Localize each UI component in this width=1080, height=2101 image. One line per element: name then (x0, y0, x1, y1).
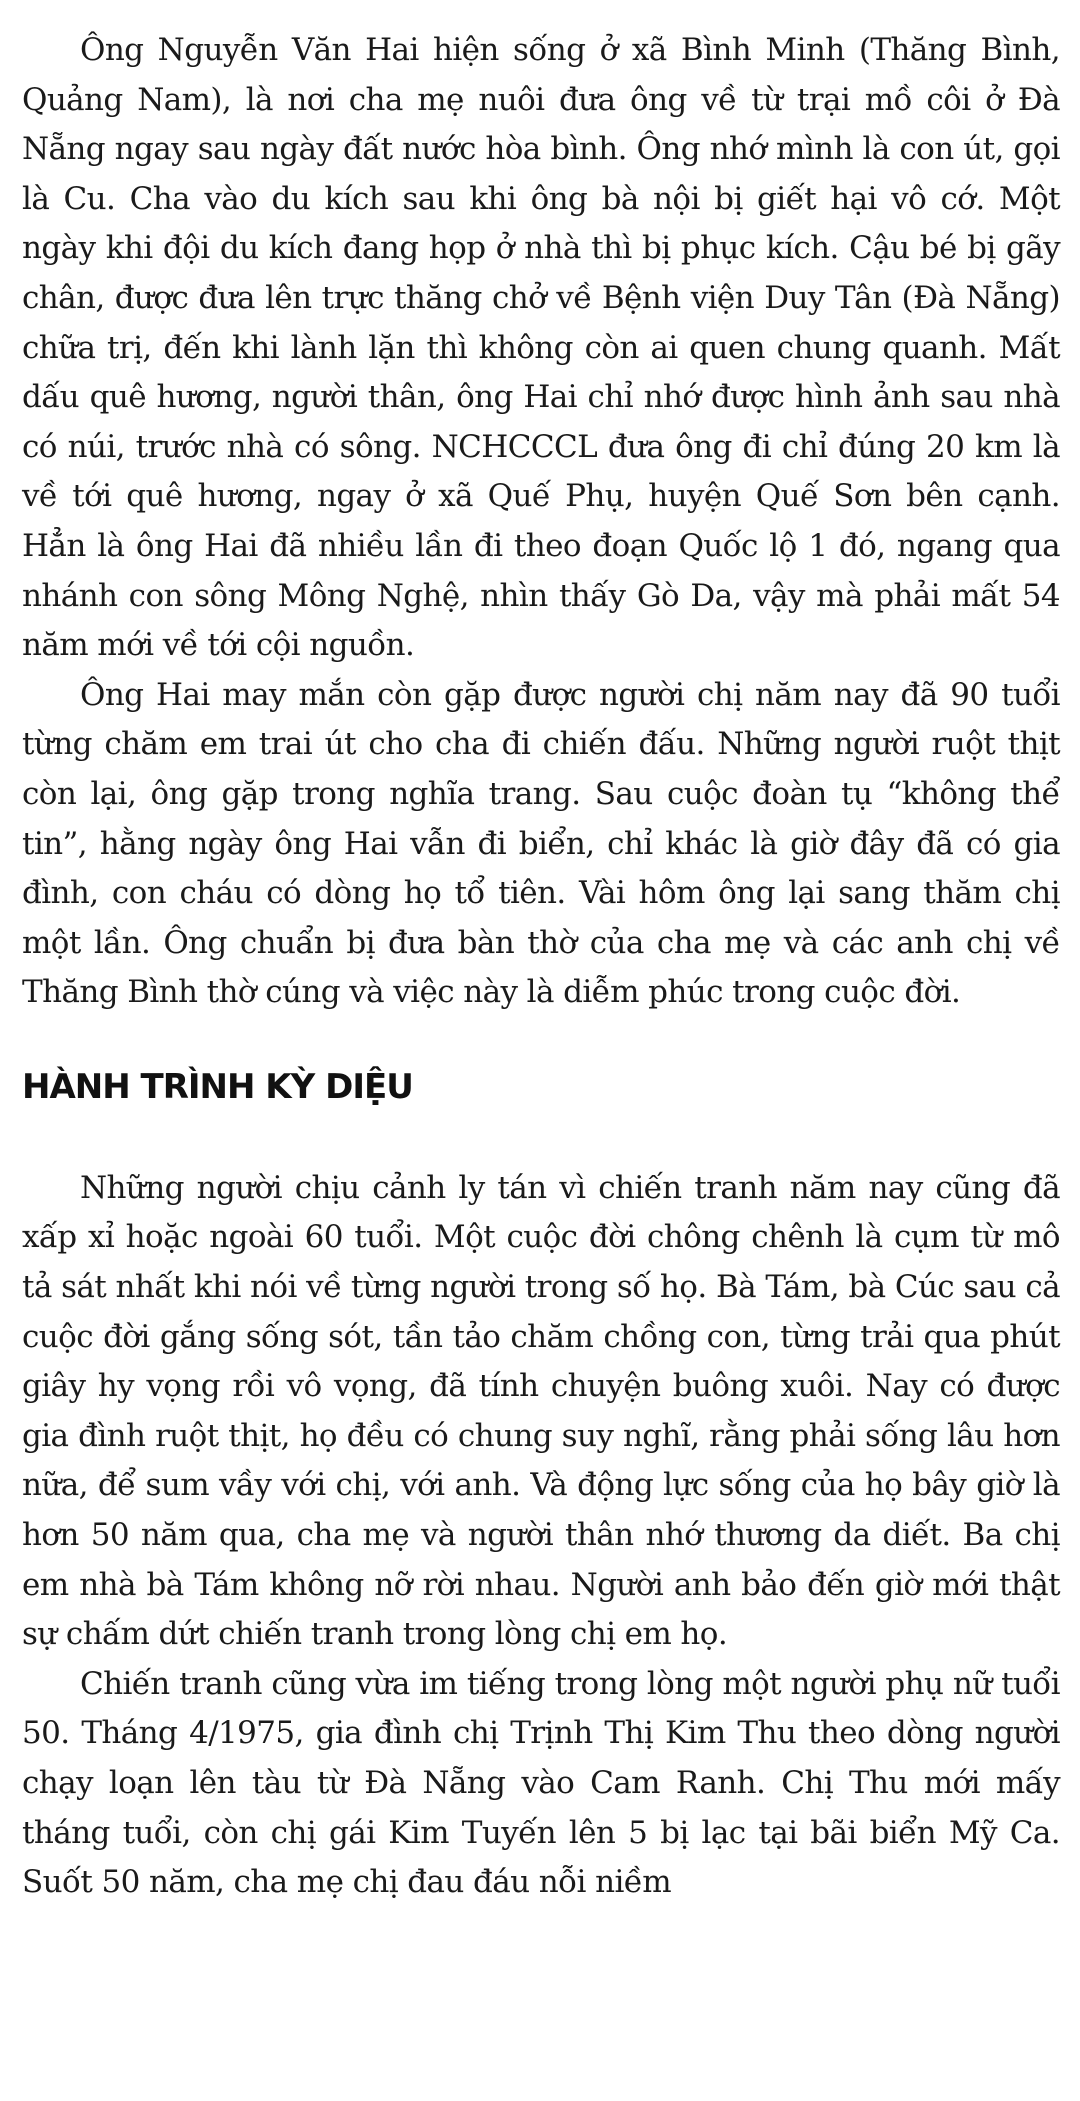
article-paragraph: Ông Hai may mắn còn gặp được người chị năm nay đã 90 tuổi từng chăm em trai út cho cha đi chiến đấu. Những người ruột thịt còn lại, ông gặp trong nghĩa trang. Sau cuộc đoàn tụ “không thể tin”, hằng ngày ông Hai vẫn đi biển, chỉ khác là giờ đây đã có gia đình, con cháu có dòng họ tổ tiên. Vài hôm ông lại sang thăm chị một lần. Ông chuẩn bị đưa bàn thờ của cha mẹ và các anh chị về Thăng Bình thờ cúng và việc này là diễm phúc trong cuộc đời. (22, 676, 1060, 1011)
article-paragraph: Chiến tranh cũng vừa im tiếng trong lòng một người phụ nữ tuổi 50. Tháng 4/1975, gia đình chị Trịnh Thị Kim Thu theo dòng người chạy loạn lên tàu từ Đà Nẵng vào Cam Ranh. Chị Thu mới mấy tháng tuổi, còn chị gái Kim Tuyến lên 5 bị lạc tại bãi biển Mỹ Ca. Suốt 50 năm, cha mẹ chị đau đáu nỗi niềm (22, 1665, 1060, 1901)
article-paragraph: Ông Nguyễn Văn Hai hiện sống ở xã Bình Minh (Thăng Bình, Quảng Nam), là nơi cha mẹ nuôi đưa ông về từ trại mồ côi ở Đà Nẵng ngay sau ngày đất nước hòa bình. Ông nhớ mình là con út, gọi là Cu. Cha vào du kích sau khi ông bà nội bị giết hại vô cớ. Một ngày khi đội du kích đang họp ở nhà thì bị phục kích. Cậu bé bị gãy chân, được đưa lên trực thăng chở về Bệnh viện Duy Tân (Đà Nẵng) chữa trị, đến khi lành lặn thì không còn ai quen chung quanh. Mất dấu quê hương, người thân, ông Hai chỉ nhớ được hình ảnh sau nhà có núi, trước nhà có sông. NCHCCCL đưa ông đi chỉ đúng 20 km là về tới quê hương, ngay ở xã Quế Phụ, huyện Quế Sơn bên cạnh. Hẳn là ông Hai đã nhiều lần đi theo đoạn Quốc lộ 1 đó, ngang qua nhánh con sông Mông Nghệ, nhìn thấy Gò Da, vậy mà phải mất 54 năm mới về tới cội nguồn. (22, 32, 1060, 664)
section-heading: HÀNH TRÌNH KỲ DIỆU (22, 1066, 413, 1107)
article-paragraph: Những người chịu cảnh ly tán vì chiến tranh năm nay cũng đã xấp xỉ hoặc ngoài 60 tuổi. Một cuộc đời chông chênh là cụm từ mô tả sát nhất khi nói về từng người trong số họ. Bà Tám, bà Cúc sau cả cuộc đời gắng sống sót, tần tảo chăm chồng con, từng trải qua phút giây hy vọng rồi vô vọng, đã tính chuyện buông xuôi. Nay có được gia đình ruột thịt, họ đều có chung suy nghĩ, rằng phải sống lâu hơn nữa, để sum vầy với chị, với anh. Và động lực sống của họ bây giờ là hơn 50 năm qua, cha mẹ và người thân nhớ thương da diết. Ba chị em nhà bà Tám không nỡ rời nhau. Người anh bảo đến giờ mới thật sự chấm dứt chiến tranh trong lòng chị em họ. (22, 1169, 1060, 1653)
article-page (22, 26, 1060, 1908)
